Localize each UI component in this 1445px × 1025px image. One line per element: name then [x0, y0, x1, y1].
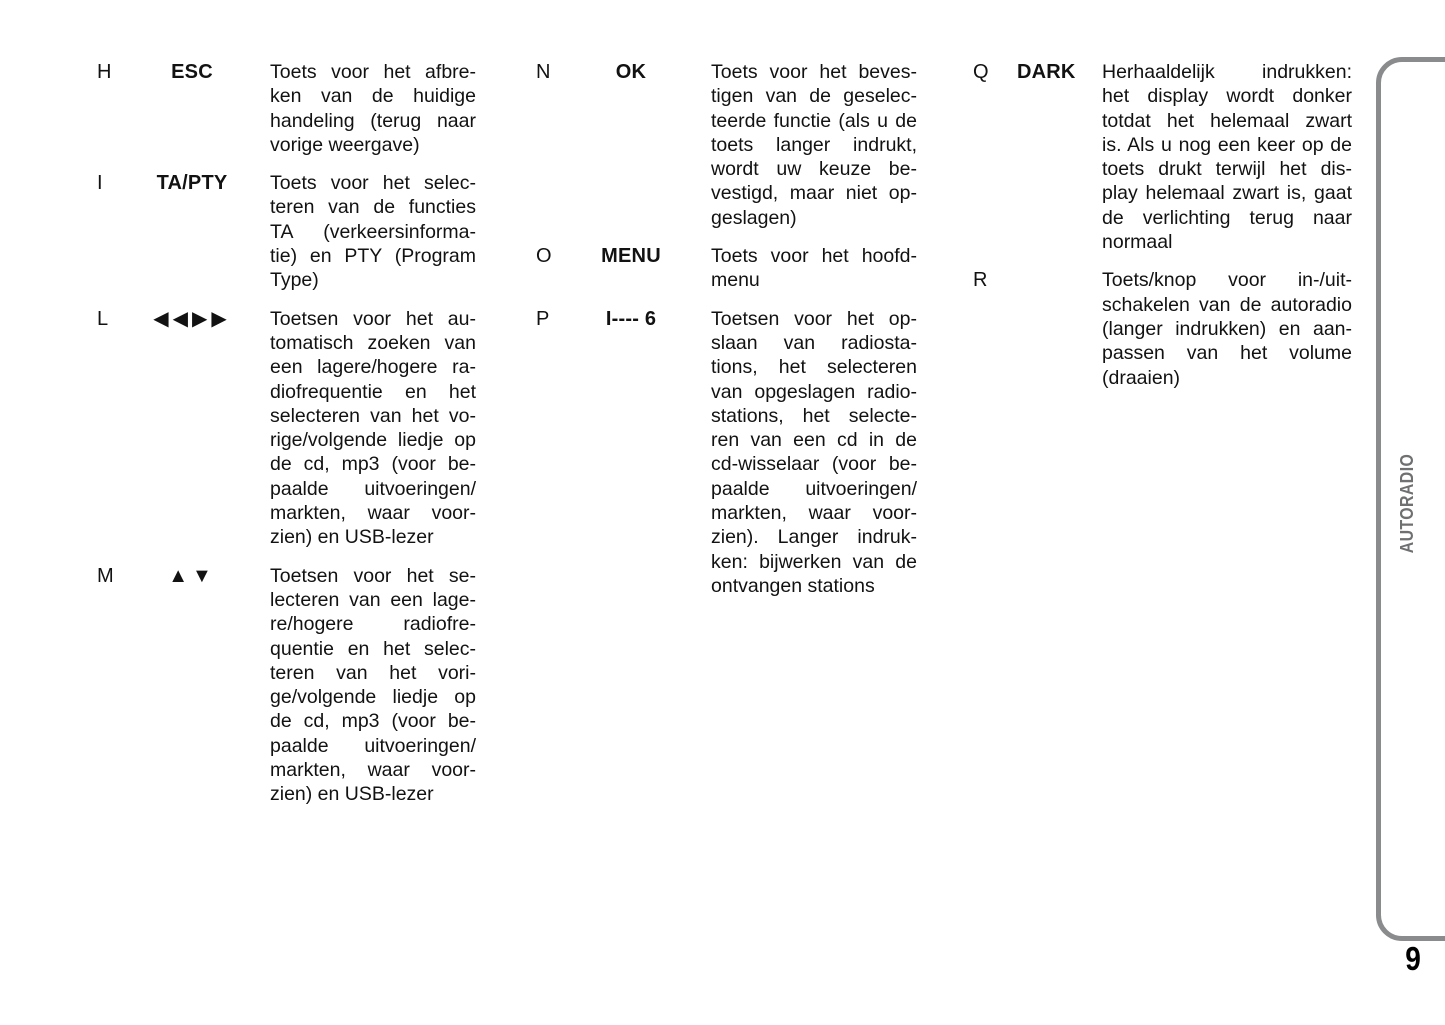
key-entry-N — [536, 60, 917, 230]
desc-line: tomatisch zoeken van — [270, 331, 476, 354]
desc-line: zien) en USB-lezer — [270, 526, 434, 549]
desc-line: van opgeslagen radio- — [711, 380, 917, 403]
desc-line: markten, waar voor- — [270, 502, 476, 525]
key-button-label: I---- 6 — [605, 307, 657, 330]
desc-line: totdat het helemaal zwart — [1102, 109, 1352, 132]
desc-line: toets langer indrukt, — [711, 133, 917, 156]
desc-line: diofrequentie en het — [270, 380, 476, 403]
desc-line: het display wordt donker — [1102, 85, 1352, 108]
key-entry-R — [973, 268, 1352, 389]
key-entry-M — [97, 564, 476, 807]
desc-line: ge/volgende liedje op — [270, 686, 476, 709]
desc-line: geslagen) — [711, 206, 797, 229]
desc-line: Toets voor het hoofd- — [711, 245, 917, 268]
desc-line: TA (verkeersinforma- — [270, 220, 476, 243]
desc-line: paalde uitvoeringen/ — [270, 734, 476, 757]
desc-line: markten, waar voor- — [711, 502, 917, 525]
desc-line: (langer indrukken) en aan- — [1102, 317, 1352, 340]
desc-line: Toets voor het beves- — [711, 61, 917, 83]
desc-line: ontvangen stations — [711, 574, 875, 597]
seek-left-right-arrows-icon: ◀◀▶▶ — [153, 307, 231, 330]
key-entry-I — [97, 171, 476, 292]
desc-line: cd-wisselaar (voor be- — [711, 453, 917, 476]
key-description — [270, 564, 476, 807]
desc-line: teren van de functies — [270, 196, 476, 219]
key-entry-L — [97, 307, 476, 550]
key-letter: R — [973, 269, 988, 292]
key-entry-O — [536, 244, 917, 293]
desc-line: Type) — [270, 269, 319, 292]
desc-line: stations, het selecte- — [711, 404, 917, 427]
desc-line: teerde functie (als u de — [711, 109, 917, 132]
desc-line: lecteren van een lage- — [270, 588, 476, 611]
key-entry-P — [536, 307, 917, 599]
desc-line: toets drukt terwijl het dis- — [1102, 158, 1352, 181]
key-letter: H — [97, 61, 112, 83]
key-button-label: DARK — [1017, 61, 1076, 83]
page-number: 9 — [1405, 940, 1421, 977]
autoradio-tab-label: AUTORADIO — [1397, 453, 1418, 553]
desc-line: wordt uw keuze be- — [711, 158, 917, 181]
desc-line: tions, het selecteren — [711, 356, 917, 379]
desc-line: teren van het vori- — [270, 661, 476, 684]
desc-line: rige/volgende liedje op — [270, 429, 476, 452]
key-letter: M — [97, 564, 114, 587]
key-entry-H — [97, 60, 476, 157]
desc-line: markten, waar voor- — [270, 759, 476, 782]
key-button-label: ESC — [171, 61, 213, 83]
up-down-arrows-icon: ▲▼ — [168, 564, 216, 587]
key-entry-Q — [973, 60, 1352, 254]
desc-line: selecteren van het vo- — [270, 404, 476, 427]
desc-line: play helemaal zwart is, gaat — [1102, 182, 1352, 205]
desc-line: Toets/knop voor in-/uit- — [1102, 269, 1352, 292]
desc-line: (draaien) — [1102, 366, 1181, 389]
desc-line: passen van het volume — [1102, 342, 1352, 365]
key-description — [711, 244, 917, 293]
desc-line: de cd, mp3 (voor be- — [270, 710, 476, 733]
column-2 — [536, 60, 917, 612]
key-description — [711, 60, 917, 230]
desc-line: Toets voor het afbre- — [270, 61, 476, 83]
desc-line: tie) en PTY (Program — [270, 245, 476, 268]
key-letter: I — [97, 172, 103, 195]
key-description — [270, 171, 476, 292]
desc-line: Toets voor het selec- — [270, 172, 476, 195]
desc-line: re/hogere radiofre- — [270, 613, 476, 636]
key-letter: O — [536, 245, 552, 268]
desc-line: handeling (terug naar — [270, 109, 476, 132]
desc-line: Toetsen voor het op- — [711, 307, 917, 330]
desc-line: paalde uitvoeringen/ — [270, 477, 476, 500]
desc-line: ken van de huidige — [270, 85, 476, 108]
desc-line: een lagere/hogere ra- — [270, 356, 476, 379]
key-description — [1102, 60, 1352, 254]
key-button-label: MENU — [601, 245, 661, 268]
desc-line: is. Als u nog een keer op de — [1102, 133, 1352, 156]
desc-line: paalde uitvoeringen/ — [711, 477, 917, 500]
key-letter: Q — [973, 61, 989, 83]
desc-line: schakelen van de autoradio — [1102, 293, 1352, 316]
key-letter: L — [97, 307, 109, 330]
key-button-label: OK — [615, 61, 647, 83]
desc-line: zien) en USB-lezer — [270, 783, 434, 806]
desc-line: Toetsen voor het au- — [270, 307, 476, 330]
desc-line: normaal — [1102, 231, 1173, 254]
key-description — [1102, 268, 1352, 389]
desc-line: tigen van de geselec- — [711, 85, 917, 108]
key-letter: N — [536, 61, 551, 83]
key-description — [270, 60, 476, 157]
desc-line: slaan van radiosta- — [711, 331, 917, 354]
desc-line: Toetsen voor het se- — [270, 564, 476, 587]
desc-line: Herhaaldelijk indrukken: — [1102, 61, 1352, 83]
desc-line: de verlichting terug naar — [1102, 206, 1352, 229]
key-description — [270, 307, 476, 550]
key-letter: P — [536, 307, 550, 330]
key-description — [711, 307, 917, 599]
desc-line: zien). Langer indruk- — [711, 526, 917, 549]
desc-line: quentie en het selec- — [270, 637, 476, 660]
desc-line: de cd, mp3 (voor be- — [270, 453, 476, 476]
desc-line: vestigd, maar niet op- — [711, 182, 917, 205]
desc-line: ren van een cd in de — [711, 429, 917, 452]
autoradio-tab-label-wrap — [1383, 446, 1433, 560]
desc-line: ken: bijwerken van de — [711, 550, 917, 573]
desc-line: menu — [711, 269, 760, 292]
column-1 — [97, 60, 476, 821]
desc-line: vorige weergave) — [270, 133, 420, 156]
column-3 — [973, 60, 1352, 404]
key-button-label: TA/PTY — [156, 172, 228, 195]
